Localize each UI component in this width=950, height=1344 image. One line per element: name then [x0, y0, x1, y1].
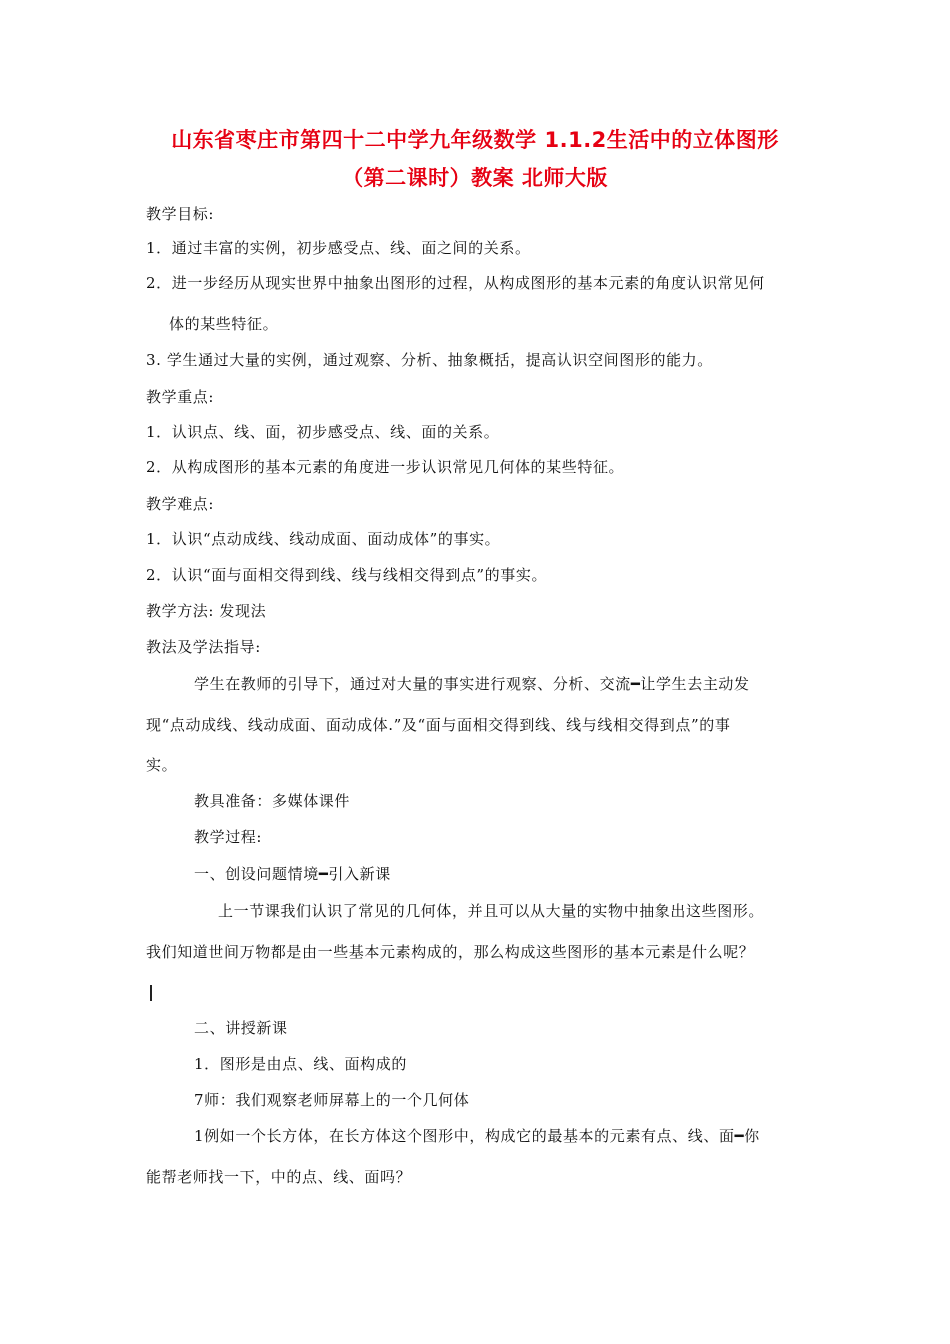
key-point-1: 1．认识点、线、面，初步感受点、线、面的关系。 — [146, 423, 500, 441]
intro-paragraph-line-2: 我们知道世间万物都是由一些基本元素构成的，那么构成这些图形的基本元素是什么呢？ — [146, 943, 755, 961]
difficulties-heading: 教学难点: — [146, 495, 215, 513]
section-1-heading: 一、创设问题情境━引入新课 — [194, 865, 391, 883]
objectives-heading: 教学目标: — [146, 205, 215, 223]
document-title-line-2: （第二课时）教案 北师大版 — [342, 166, 608, 190]
objective-3: 3. 学生通过大量的实例，通过观察、分析、抽象概括，提高认识空间图形的能力。 — [146, 351, 713, 369]
objective-2-line-1: 2．进一步经历从现实世界中抽象出图形的过程，从构成图形的基本元素的角度认识常见何 — [146, 274, 765, 292]
teaching-method: 教学方法: 发现法 — [146, 602, 267, 620]
document-title-line-1: 山东省枣庄市第四十二中学九年级数学 1.1.2生活中的立体图形 — [171, 128, 779, 152]
guidance-paragraph-line-3: 实。 — [146, 756, 178, 774]
guidance-heading: 教法及学法指导: — [146, 638, 261, 656]
section-2-heading: 二、讲授新课 — [194, 1019, 288, 1037]
difficulty-2: 2．认识“面与面相交得到线、线与线相交得到点”的事实。 — [146, 566, 548, 584]
key-point-2: 2．从构成图形的基本元素的角度进一步认识常见几何体的某些特征。 — [146, 458, 625, 476]
text-cursor-mark — [150, 985, 152, 1001]
intro-paragraph-line-1: 上一节课我们认识了常见的几何体，并且可以从大量的实物中抽象出这些图形。 — [218, 902, 765, 920]
difficulty-1: 1．认识“点动成线、线动成面、面动成体”的事实。 — [146, 530, 501, 548]
guidance-paragraph-line-1: 学生在教师的引导下，通过对大量的事实进行观察、分析、交流━让学生去主动发 — [194, 675, 750, 693]
objective-1: 1．通过丰富的实例，初步感受点、线、面之间的关系。 — [146, 239, 531, 257]
example-paragraph-line-1: 1例如一个长方体，在长方体这个图形中，构成它的最基本的元素有点、线、面━你 — [194, 1127, 760, 1145]
objective-2-line-2: 体的某些特征。 — [169, 315, 279, 333]
example-paragraph-line-2: 能帮老师找一下，中的点、线、面吗？ — [146, 1168, 412, 1186]
subsection-1-heading: 1．图形是由点、线、面构成的 — [194, 1055, 407, 1073]
teaching-tools: 教具准备：多媒体课件 — [194, 792, 351, 810]
key-points-heading: 教学重点: — [146, 388, 215, 406]
teacher-statement: 7师：我们观察老师屏幕上的一个几何体 — [194, 1091, 470, 1109]
guidance-paragraph-line-2: 现“点动成线、线动成面、面动成体.”及“面与面相交得到线、线与线相交得到点”的事 — [146, 716, 731, 734]
process-heading: 教学过程: — [194, 828, 263, 846]
